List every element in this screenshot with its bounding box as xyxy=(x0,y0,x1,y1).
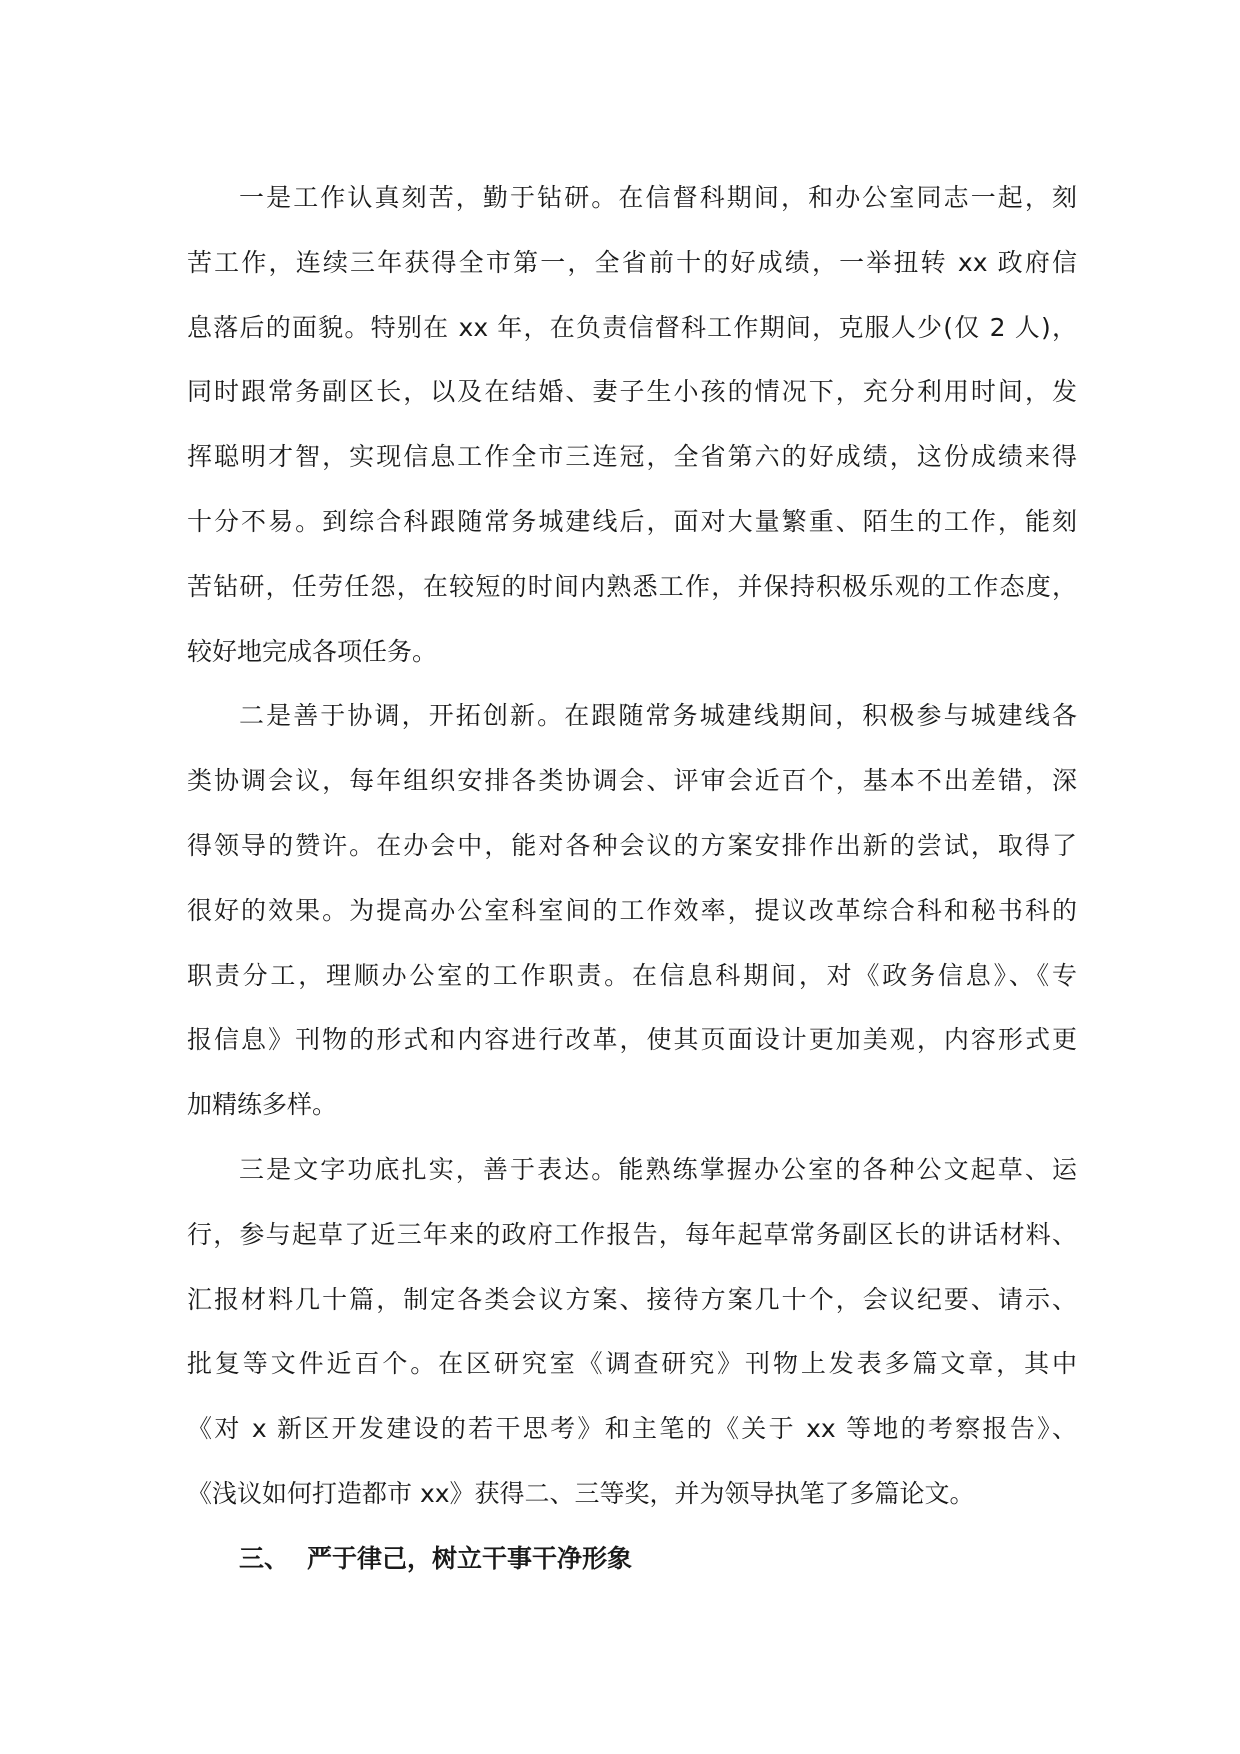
paragraph-writing xyxy=(187,1138,1077,1527)
paragraph-line: 《浅议如何打造都市 xx》获得二、三等奖，并为领导执笔了多篇论文。 xyxy=(187,1478,975,1508)
paragraph-line: 行，参与起草了近三年来的政府工作报告，每年起草常务副区长的讲话材料、 xyxy=(187,1219,1077,1249)
paragraph-line: 苦工作，连续三年获得全市第一，全省前十的好成绩，一举扭转 xx 政府信 xyxy=(187,247,1077,277)
paragraph-line: 十分不易。到综合科跟随常务城建线后，面对大量繁重、陌生的工作，能刻 xyxy=(187,506,1077,536)
section-heading xyxy=(187,1527,1077,1592)
paragraph-line: 《对 x 新区开发建设的若干思考》和主笔的《关于 xx 等地的考察报告》、 xyxy=(187,1414,1077,1444)
paragraph-line: 息落后的面貌。特别在 xx 年，在负责信督科工作期间，克服人少(仅 2 人)， xyxy=(187,312,1077,342)
paragraph-line: 职责分工，理顺办公室的工作职责。在信息科期间，对《政务信息》、《专 xyxy=(187,960,1077,990)
paragraph-line: 挥聪明才智，实现信息工作全市三连冠，全省第六的好成绩，这份成绩来得 xyxy=(187,442,1077,472)
paragraph-line: 苦钻研，任劳任怨，在较短的时间内熟悉工作，并保持积极乐观的工作态度， xyxy=(187,571,1077,601)
paragraph-diligence xyxy=(187,166,1077,684)
paragraph-line: 加精练多样。 xyxy=(187,1090,338,1120)
paragraph-line: 汇报材料几十篇，制定各类会议方案、接待方案几十个，会议纪要、请示、 xyxy=(187,1284,1077,1314)
paragraph-line: 类协调会议，每年组织安排各类协调会、评审会近百个，基本不出差错，深 xyxy=(187,766,1077,796)
paragraph-line: 一是工作认真刻苦，勤于钻研。在信督科期间，和办公室同志一起，刻 xyxy=(239,183,1077,212)
paragraph-line: 较好地完成各项任务。 xyxy=(187,636,438,666)
paragraph-line: 报信息》刊物的形式和内容进行改革，使其页面设计更加美观，内容形式更 xyxy=(187,1025,1077,1055)
paragraph-line: 二是善于协调，开拓创新。在跟随常务城建线期间，积极参与城建线各 xyxy=(239,701,1077,731)
paragraph-coordination xyxy=(187,684,1077,1138)
section-heading-text: 严于律己，树立干事干净形象 xyxy=(307,1543,633,1573)
paragraph-line: 同时跟常务副区长，以及在结婚、妻子生小孩的情况下，充分利用时间，发 xyxy=(187,377,1077,407)
paragraph-line: 批复等文件近百个。在区研究室《调查研究》刊物上发表多篇文章，其中 xyxy=(187,1349,1077,1379)
paragraph-line: 很好的效果。为提高办公室科室间的工作效率，提议改革综合科和秘书科的 xyxy=(187,895,1077,925)
document-body xyxy=(187,166,1077,1592)
section-heading-number: 三、 xyxy=(239,1543,290,1573)
paragraph-line: 得领导的赞许。在办会中，能对各种会议的方案安排作出新的尝试，取得了 xyxy=(187,830,1077,860)
paragraph-line: 三是文字功底扎实，善于表达。能熟练掌握办公室的各种公文起草、运 xyxy=(239,1154,1077,1184)
